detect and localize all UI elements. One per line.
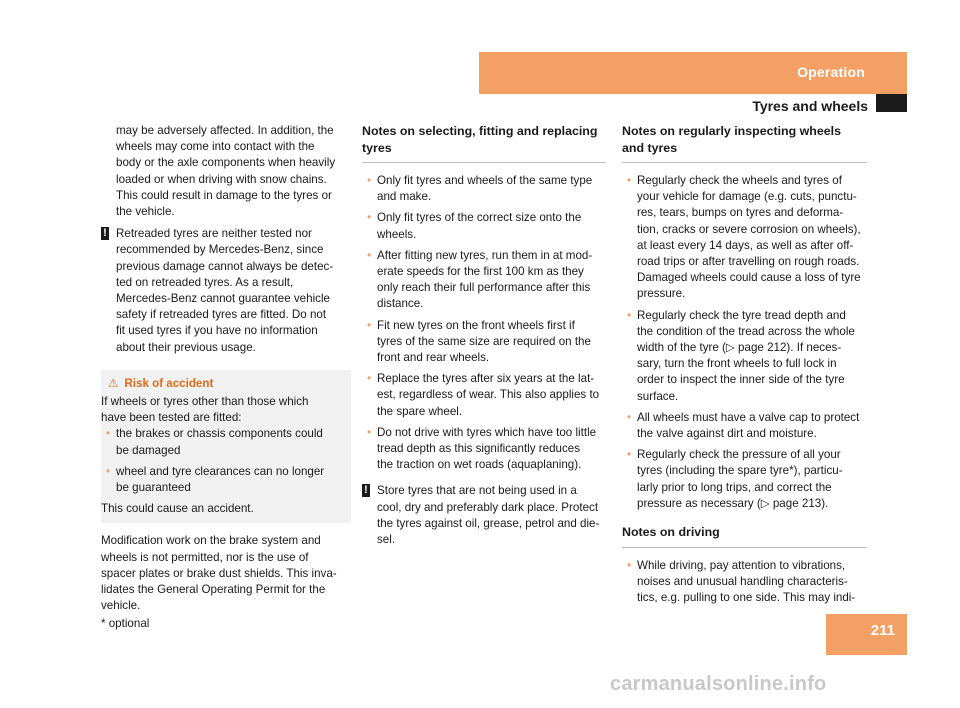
list-item — [622, 447, 867, 512]
watermark: carmanualsonline.info — [610, 673, 827, 695]
text-line: loaded or when driving with snow chains. — [116, 172, 327, 186]
list-item — [362, 210, 606, 242]
text-line: larly prior to long trips, and correct the — [637, 480, 832, 494]
list-item — [622, 558, 867, 607]
list-item — [622, 173, 867, 303]
text-line: erate speeds for the first 100 km as they — [377, 265, 584, 279]
selecting-tyres-list — [362, 173, 606, 473]
text-line: previous damage cannot always be detec- — [116, 259, 334, 273]
text-line: res, tears, bumps on tyres and deforma- — [637, 206, 844, 220]
bullet-icon: • — [367, 248, 372, 262]
bullet-icon: • — [367, 425, 372, 439]
inspecting-tyres-heading — [622, 123, 867, 163]
text-line: the vehicle. — [116, 205, 175, 219]
text-line: pressure as necessary (▷ page 213). — [637, 496, 829, 510]
warning-bullet-item — [101, 426, 345, 458]
driving-heading: Notes on driving — [622, 524, 867, 548]
text-line: the condition of the tread across the whole — [637, 324, 855, 338]
text-line: body or the axle components when heavily — [116, 156, 336, 170]
text-line: the spare wheel. — [377, 404, 463, 418]
text-line: tion, cracks or severe corrosion on wheels), — [637, 222, 861, 236]
text-line: Only fit tyres and wheels of the same type — [377, 174, 593, 187]
warning-triangle-icon: ⚠ — [108, 376, 119, 390]
text-line: road trips or after travelling on rough roads. — [637, 255, 860, 269]
bullet-icon: • — [367, 174, 372, 187]
bullet-icon: • — [106, 464, 111, 478]
section-marker — [876, 94, 907, 112]
text-line: Retreaded tyres are neither tested nor — [116, 227, 312, 241]
text-line: Damaged wheels could cause a loss of tyre — [637, 271, 861, 285]
intro-paragraph — [101, 123, 351, 220]
text-line: the valve against dirt and moisture. — [637, 427, 817, 441]
bullet-icon: • — [627, 410, 632, 424]
text-line: While driving, pay attention to vibrations, — [637, 558, 846, 572]
text-line: Notes on selecting, fitting and replacing — [362, 124, 598, 138]
text-line: Fit new tyres on the front wheels first if — [377, 318, 575, 332]
text-line: the tyres against oil, grease, petrol and die- — [377, 516, 600, 530]
driving-list — [622, 558, 867, 607]
text-line: Replace the tyres after six years at the lat- — [377, 372, 595, 386]
selecting-tyres-heading — [362, 123, 606, 163]
page-number: 211 — [870, 622, 895, 639]
bullet-icon: • — [627, 308, 632, 322]
list-item — [362, 173, 606, 205]
text-line: This could result in damage to the tyres or — [116, 188, 332, 202]
text-line: Store tyres that are not being used in a — [377, 484, 577, 498]
warning-outro: This could cause an accident. — [101, 502, 254, 516]
section-title: Tyres and wheels — [752, 98, 868, 114]
text-line: wheels is not permitted, nor is the use of — [101, 550, 309, 564]
list-item — [362, 371, 606, 420]
text-line: Notes on regularly inspecting wheels — [622, 124, 841, 138]
exclamation-icon: ! — [101, 227, 109, 240]
text-line: tread depth as this significantly reduces — [377, 442, 581, 456]
text-line: noises and unusual handling characteris- — [637, 574, 848, 588]
warning-title: ⚠ Risk of accident — [108, 376, 214, 390]
text-line: pressure. — [637, 287, 686, 301]
text-line: wheel and tyre clearances can no longer — [116, 464, 325, 478]
text-line: All wheels must have a valve cap to protect — [637, 410, 860, 424]
text-line: If wheels or tyres other than those which — [101, 395, 309, 409]
text-line: tics, e.g. pulling to one side. This may indi- — [637, 590, 856, 604]
text-line: spacer plates or brake dust shields. This inva- — [101, 566, 337, 580]
text-line: Regularly check the tyre tread depth and — [637, 308, 846, 322]
text-line: your vehicle for damage (e.g. cuts, punctu- — [637, 190, 857, 204]
text-line: fit used tyres if you have no information — [116, 324, 318, 338]
chapter-label: Operation — [797, 64, 865, 80]
text-line: about their previous usage. — [116, 340, 256, 354]
text-line: sary, turn the front wheels to full lock in — [637, 357, 837, 371]
text-line: wheels. — [377, 227, 417, 241]
text-line: Do not drive with tyres which have too little — [377, 425, 597, 439]
text-line: Mercedes-Benz cannot guarantee vehicle — [116, 292, 330, 306]
note-text — [377, 483, 606, 548]
warning-bullet-item — [101, 464, 345, 496]
note-text — [116, 226, 351, 356]
text-line: vehicle. — [101, 599, 141, 613]
text-line: est, regardless of wear. This also applies to — [377, 388, 600, 402]
text-line: sel. — [377, 533, 396, 547]
page-number-box — [826, 614, 907, 655]
bullet-icon: • — [627, 174, 632, 187]
chapter-tab — [479, 52, 907, 94]
text-line: After fitting new tyres, run them in at mod- — [377, 248, 593, 262]
text-line: Regularly check the pressure of all your — [637, 448, 841, 462]
retreaded-note — [101, 226, 351, 356]
text-line: recommended by Mercedes-Benz, since — [116, 243, 324, 257]
warning-box — [101, 370, 351, 524]
list-item — [622, 410, 867, 442]
bullet-icon: • — [367, 211, 372, 225]
text-line: Only fit tyres of the correct size onto the — [377, 211, 582, 225]
text-line: be damaged — [116, 443, 181, 457]
footnote: * optional — [101, 617, 150, 630]
warning-intro — [101, 394, 345, 426]
text-line: the traction on wet roads (aquaplaning). — [377, 458, 582, 472]
text-line: tyres — [362, 140, 392, 155]
inspecting-tyres-list — [622, 173, 867, 512]
text-line: have been tested are fitted: — [101, 411, 242, 425]
bullet-icon: • — [106, 427, 111, 441]
text-line: and tyres — [622, 140, 678, 155]
text-line: distance. — [377, 297, 424, 311]
text-line: the brakes or chassis components could — [116, 427, 323, 441]
column-1 — [101, 123, 351, 614]
text-line: safety if retreaded tyres are fitted. Do not — [116, 308, 327, 322]
text-line: order to inspect the inner side of the tyre — [637, 373, 845, 387]
text-line: lidates the General Operating Permit for the — [101, 583, 326, 597]
bullet-icon: • — [367, 318, 372, 332]
list-item — [362, 248, 606, 313]
bullet-icon: • — [627, 448, 632, 462]
list-item — [362, 425, 606, 474]
text-line: tyres of the same size are required on the — [377, 334, 591, 348]
text-line: width of the tyre (▷ page 212). If neces- — [637, 341, 842, 355]
text-line: and make. — [377, 190, 432, 204]
text-line: ted on retreaded tyres. As a result, — [116, 275, 294, 289]
text-line: cool, dry and preferably dark place. Protect — [377, 500, 599, 514]
modification-paragraph — [101, 533, 351, 614]
text-line: tyres (including the spare tyre*), particu- — [637, 464, 843, 478]
text-line: be guaranteed — [116, 481, 191, 495]
text-line: only reach their full performance after this — [377, 281, 591, 295]
exclamation-icon: ! — [362, 484, 370, 497]
list-item — [362, 318, 606, 367]
text-line: Regularly check the wheels and tyres of — [637, 174, 842, 187]
text-line: Modification work on the brake system and — [101, 534, 321, 548]
column-2 — [362, 123, 606, 548]
text-line: wheels may come into contact with the — [116, 140, 315, 154]
storage-note — [362, 483, 606, 548]
text-line: front and rear wheels. — [377, 351, 490, 365]
text-line: at least every 14 days, as well as after off- — [637, 238, 854, 252]
bullet-icon: • — [627, 558, 632, 572]
warning-bullets — [101, 426, 345, 496]
column-3 — [622, 123, 867, 611]
bullet-icon: • — [367, 372, 372, 386]
text-line: may be adversely affected. In addition, the — [116, 124, 334, 137]
text-line: surface. — [637, 389, 679, 403]
list-item — [622, 308, 867, 405]
